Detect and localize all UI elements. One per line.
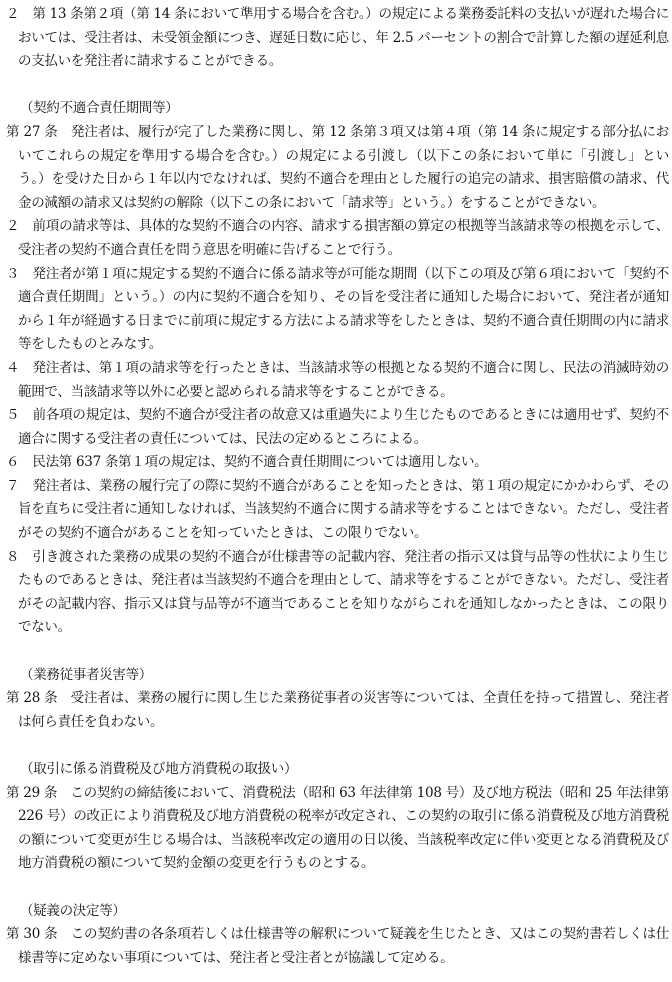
article-28-paragraph-1: 第 28 条 受注者は、業務の履行に関し生じた業務従事者の災害等については、全責任を持って措置し、発注者は何ら責任を負わない。: [6, 690, 669, 730]
article-27-paragraph-4: ４ 発注者は、第１項の請求等を行ったときは、当該請求等の根拠となる契約不適合に関し、民法の消滅時効の範囲で、当該請求等以外に必要と認められる請求等をすることができる。: [6, 359, 669, 400]
article-30-heading: （疑義の決定等）: [20, 902, 126, 919]
article-27-paragraph-2: ２ 前項の請求等は、具体的な契約不適合の内容、請求する損害額の算定の根拠等当該請求等の根拠を示して、受注者の契約不適合責任を問う意思を明確に告げることで行う。: [6, 218, 669, 258]
article-28-heading: （業務従事者災害等）: [20, 666, 152, 683]
spacer: [6, 734, 669, 758]
clause-26-paragraph-2: ２ 第 13 条第２項（第 14 条において準用する場合を含む。）の規定による業務委託料の支払いが遅れた場合においては、受注者は、未受領金額につき、遅延日数に応じ、年 2.5 パーセントの割合で計算した額の遅延利息の支払いを発注者に請求することができる。: [6, 6, 669, 70]
article-27-heading: （契約不適合責任期間等）: [20, 100, 179, 117]
article-29-paragraph-1: 第 29 条 この契約の締結後において、消費税法（昭和 63 年法律第 108 号）及び地方税法（昭和 25 年法律第 226 号）の改正により消費税及び地方消費税の税率が改定され、この契約の取引に係る消費税及び地方消費税の額について変更が生じる場合は、当該税率改定の適用の日以後、当該税率改定に伴い変更となる消費税及び地方消費税の額について契約金額の変更を行うものとする。: [6, 784, 669, 872]
article-27-paragraph-5: ５ 前各項の規定は、契約不適合が受注者の故意又は重過失により生じたものであるときには適用せず、契約不適合に関する受注者の責任については、民法の定めるところによる。: [6, 407, 669, 447]
article-27-paragraph-8: ８ 引き渡された業務の成果の契約不適合が仕様書等の記載内容、発注者の指示又は貸与品等の性状により生じたものであるときは、発注者は当該契約不適合を理由として、請求等をすることができない。ただし、受注者がその記載内容、指示又は貸与品等が不適当であることを知りながらこれを通知しなかったときは、この限りでない。: [6, 548, 669, 636]
article-27-paragraph-1: 第 27 条 発注者は、履行が完了した業務に関し、第 12 条第３項又は第４項（第 14 条に規定する部分払においてこれらの規定を準用する場合を含む。）の規定による引渡し（以下この条において単に「引渡し」という。）を受けた日から１年以内でなければ、契約不適合を理由とした履行の追完の請求、損害賠償の請求、代金の減額の請求又は契約の解除（以下この条において「請求等」という。）をすることができない。: [6, 123, 669, 211]
spacer: [6, 640, 669, 664]
article-27-paragraph-3: ３ 発注者が第１項に規定する契約不適合に係る請求等が可能な期間（以下この項及び第６項において「契約不適合責任期間」という。）の内に契約不適合を知り、その旨を受注者に通知した場合において、発注者が通知から１年が経過する日までに前項に規定する方法による請求等をしたときは、契約不適合責任期間の内に請求等をしたものとみなす。: [6, 265, 669, 353]
article-30-paragraph-1: 第 30 条 この契約書の各条項若しくは仕様書等の解釈について疑義を生じたとき、又はこの契約書若しくは仕様書等に定めない事項については、発注者と受注者とが協議して定める。: [6, 926, 669, 966]
article-27-paragraph-6: ６ 民法第 637 条第１項の規定は、契約不適合責任期間については適用しない。: [6, 454, 488, 471]
article-27-paragraph-7: ７ 発注者は、業務の履行完了の際に契約不適合があることを知ったときは、第１項の規定にかかわらず、その旨を直ちに受注者に通知しなければ、当該契約不適合に関する請求等をすることはできない。ただし、受注者がその契約不適合があることを知っていたときは、この限りでない。: [6, 477, 669, 542]
spacer: [6, 74, 669, 98]
article-29-heading: （取引に係る消費税及び地方消費税の取扱い）: [20, 761, 298, 777]
spacer: [6, 876, 669, 900]
